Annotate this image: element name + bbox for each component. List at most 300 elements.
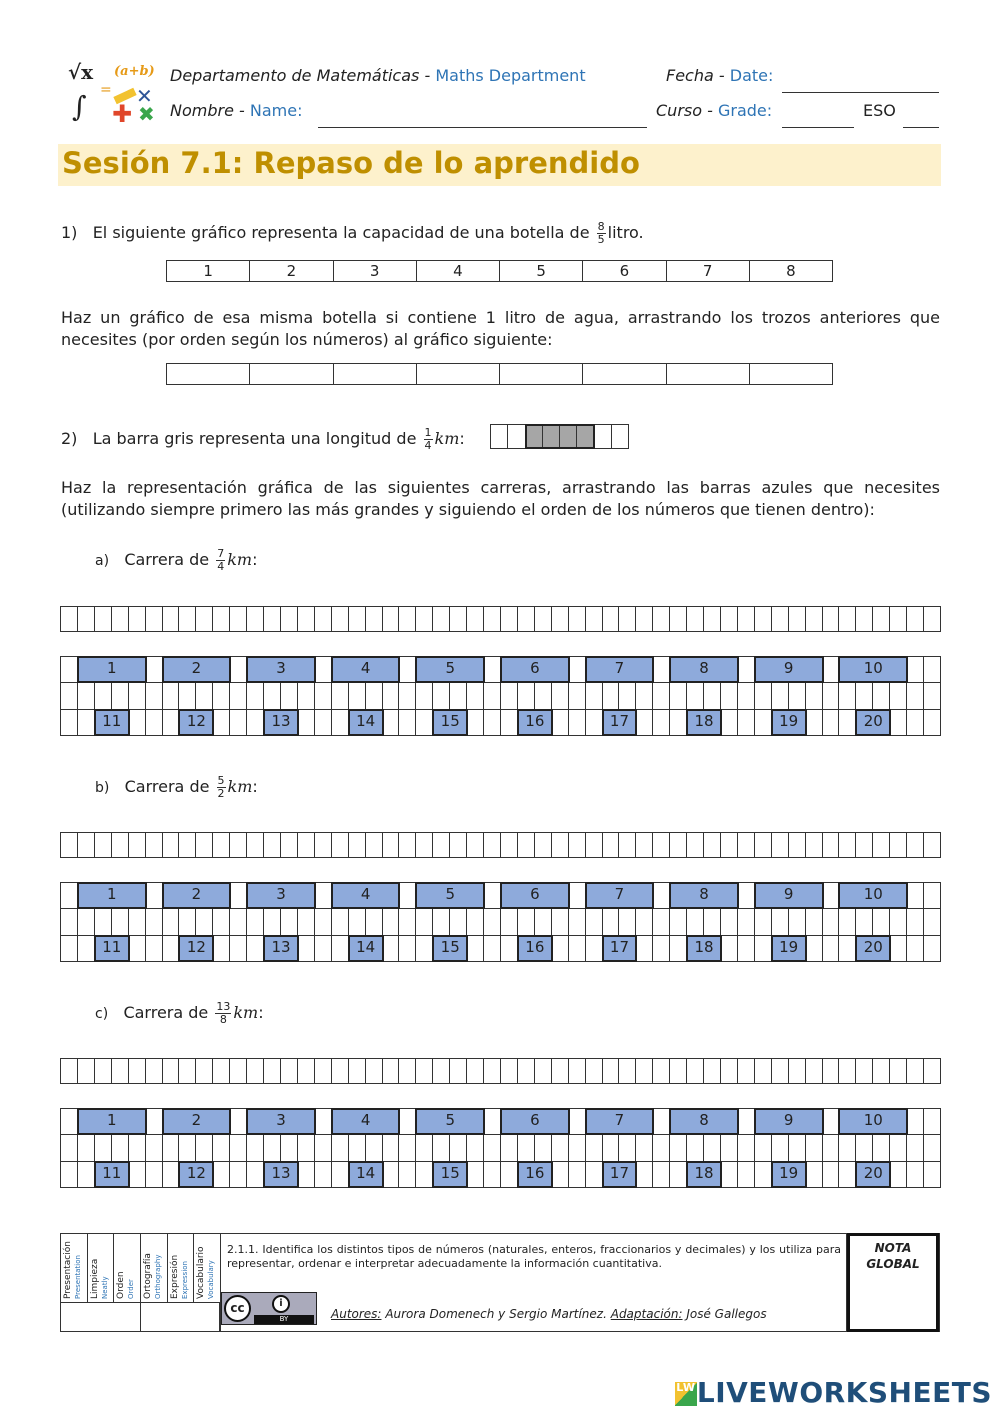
- grid-cell[interactable]: [703, 1058, 721, 1084]
- grid-cell[interactable]: [94, 1058, 112, 1084]
- grid-cell[interactable]: [77, 1058, 95, 1084]
- blue-bar-19[interactable]: 19: [771, 935, 807, 962]
- grid-cell[interactable]: [585, 1058, 603, 1084]
- grid-cell[interactable]: [331, 832, 349, 858]
- grid-cell[interactable]: [788, 606, 806, 632]
- grid-cell[interactable]: [889, 606, 907, 632]
- blue-bar-7[interactable]: 7: [585, 656, 655, 683]
- grid-cell: [382, 1134, 400, 1161]
- grid-cell: [128, 935, 146, 962]
- blue-bar-8[interactable]: 8: [669, 656, 739, 683]
- grid-cell[interactable]: [195, 1058, 213, 1084]
- grid-cell[interactable]: [77, 832, 95, 858]
- grid-cell: [720, 709, 738, 736]
- grid-cell: [602, 1134, 620, 1161]
- grid-cell[interactable]: [466, 832, 484, 858]
- bottle-drop-slot[interactable]: [666, 364, 749, 385]
- grid-cell: [382, 682, 400, 709]
- blue-bar-19[interactable]: 19: [771, 709, 807, 736]
- grid-cell[interactable]: [551, 1058, 569, 1084]
- bottle-piece[interactable]: 4: [416, 261, 499, 282]
- bottle-drop-slot[interactable]: [167, 364, 250, 385]
- blue-bar-18[interactable]: 18: [686, 709, 722, 736]
- grid-cell[interactable]: [669, 606, 687, 632]
- blue-bar-6[interactable]: 6: [500, 656, 570, 683]
- grid-cell[interactable]: [872, 832, 890, 858]
- grid-cell[interactable]: [60, 606, 78, 632]
- grid-cell[interactable]: [432, 832, 450, 858]
- blue-bar-6[interactable]: 6: [500, 882, 570, 909]
- grid-cell[interactable]: [111, 606, 129, 632]
- blue-bar-16[interactable]: 16: [517, 935, 553, 962]
- blue-bar-17[interactable]: 17: [602, 935, 638, 962]
- grid-cell: [906, 882, 924, 909]
- grid-cell: [923, 656, 941, 683]
- blue-bar-11[interactable]: 11: [94, 1161, 130, 1188]
- grid-cell[interactable]: [178, 832, 196, 858]
- grid-cell[interactable]: [195, 832, 213, 858]
- blue-bar-11[interactable]: 11: [94, 709, 130, 736]
- blue-bar-2[interactable]: 2: [162, 656, 232, 683]
- grid-cell[interactable]: [754, 1058, 772, 1084]
- grid-cell[interactable]: [128, 1058, 146, 1084]
- grid-cell[interactable]: [551, 606, 569, 632]
- race-b-answer-row[interactable]: [60, 832, 940, 857]
- grid-cell[interactable]: [686, 606, 704, 632]
- grid-cell[interactable]: [145, 606, 163, 632]
- grid-cell[interactable]: [669, 832, 687, 858]
- bottle-drop-slot[interactable]: [500, 364, 583, 385]
- race-c-label: c) Carrera de $\frac{13}{8}$ km:: [95, 1000, 264, 1026]
- bottle-drop-slot[interactable]: [749, 364, 832, 385]
- grid-cell[interactable]: [822, 606, 840, 632]
- grid-cell: [145, 656, 163, 683]
- grid-cell[interactable]: [415, 606, 433, 632]
- grid-cell[interactable]: [466, 606, 484, 632]
- grid-cell[interactable]: [365, 832, 383, 858]
- grid-cell: [280, 1134, 298, 1161]
- grid-cell: [212, 682, 230, 709]
- grid-cell[interactable]: [483, 1058, 501, 1084]
- race-c-answer-row[interactable]: [60, 1058, 940, 1083]
- blue-bar-12[interactable]: 12: [178, 935, 214, 962]
- grid-cell: [178, 908, 196, 935]
- blue-bar-9[interactable]: 9: [754, 1108, 824, 1135]
- grid-cell[interactable]: [568, 832, 586, 858]
- blue-bar-4[interactable]: 4: [331, 656, 401, 683]
- grid-cell[interactable]: [720, 1058, 738, 1084]
- blue-bar-13[interactable]: 13: [263, 709, 299, 736]
- blue-bar-20[interactable]: 20: [855, 935, 891, 962]
- grid-cell[interactable]: [872, 606, 890, 632]
- blue-bar-4[interactable]: 4: [331, 1108, 401, 1135]
- grid-cell: [466, 908, 484, 935]
- grid-cell: [568, 1161, 586, 1188]
- grid-cell: [635, 908, 653, 935]
- blue-bar-15[interactable]: 15: [432, 935, 468, 962]
- blue-bar-9[interactable]: 9: [754, 882, 824, 909]
- grid-cell[interactable]: [280, 832, 298, 858]
- grid-cell[interactable]: [838, 1058, 856, 1084]
- date-field[interactable]: [782, 92, 939, 93]
- grid-cell: [720, 935, 738, 962]
- grid-cell[interactable]: [720, 832, 738, 858]
- grid-cell[interactable]: [382, 832, 400, 858]
- grid-cell: [229, 1134, 247, 1161]
- grid-cell[interactable]: [297, 1058, 315, 1084]
- blue-bar-8[interactable]: 8: [669, 882, 739, 909]
- grid-cell[interactable]: [568, 1058, 586, 1084]
- grid-cell[interactable]: [602, 832, 620, 858]
- blue-bar-17[interactable]: 17: [602, 1161, 638, 1188]
- grid-cell[interactable]: [94, 606, 112, 632]
- blue-bar-3[interactable]: 3: [246, 656, 316, 683]
- grid-cell[interactable]: [314, 1058, 332, 1084]
- blue-bar-4[interactable]: 4: [331, 882, 401, 909]
- grid-cell: [788, 908, 806, 935]
- grid-cell[interactable]: [517, 1058, 535, 1084]
- q1-fraction: $\frac{8}{5}$: [597, 220, 605, 246]
- grid-cell[interactable]: [500, 832, 518, 858]
- bottle-piece[interactable]: 8: [749, 261, 832, 282]
- grid-cell[interactable]: [382, 1058, 400, 1084]
- blue-bar-11[interactable]: 11: [94, 935, 130, 962]
- grid-cell[interactable]: [280, 1058, 298, 1084]
- grid-cell: [432, 682, 450, 709]
- blue-bar-10[interactable]: 10: [838, 882, 908, 909]
- grid-cell[interactable]: [212, 606, 230, 632]
- grid-cell[interactable]: [703, 606, 721, 632]
- grid-cell[interactable]: [178, 1058, 196, 1084]
- grid-cell[interactable]: [263, 832, 281, 858]
- nota-global-box[interactable]: [847, 1233, 939, 1332]
- grid-cell[interactable]: [145, 1058, 163, 1084]
- blue-bar-17[interactable]: 17: [602, 709, 638, 736]
- grid-cell[interactable]: [737, 832, 755, 858]
- grid-cell[interactable]: [923, 606, 941, 632]
- grade-field[interactable]: [782, 127, 854, 128]
- grid-cell[interactable]: [906, 606, 924, 632]
- blue-bar-20[interactable]: 20: [855, 709, 891, 736]
- grid-cell[interactable]: [534, 606, 552, 632]
- bottle-piece[interactable]: 7: [666, 261, 749, 282]
- grid-cell[interactable]: [398, 1058, 416, 1084]
- q1-statement: 1) El siguiente gráfico representa la capacidad de una botella de $\frac{8}{5}$ litro.: [61, 220, 644, 246]
- grid-cell[interactable]: [229, 606, 247, 632]
- page-title: Sesión 7.1: Repaso de lo aprendido: [62, 146, 640, 180]
- blue-bar-14[interactable]: 14: [348, 709, 384, 736]
- grid-cell: [60, 935, 78, 962]
- bottle-piece[interactable]: 6: [583, 261, 666, 282]
- blue-bar-5[interactable]: 5: [415, 656, 485, 683]
- grid-cell[interactable]: [331, 606, 349, 632]
- blue-bar-6[interactable]: 6: [500, 1108, 570, 1135]
- grid-cell[interactable]: [652, 832, 670, 858]
- grid-cell[interactable]: [297, 606, 315, 632]
- grid-cell[interactable]: [432, 1058, 450, 1084]
- grid-cell[interactable]: [246, 1058, 264, 1084]
- grid-cell: [314, 882, 332, 909]
- grid-cell: [466, 1134, 484, 1161]
- cc-license-badge: [221, 1292, 317, 1325]
- grid-cell[interactable]: [128, 832, 146, 858]
- grid-cell: [466, 1161, 484, 1188]
- grid-cell[interactable]: [618, 606, 636, 632]
- grid-cell[interactable]: [500, 1058, 518, 1084]
- grid-cell[interactable]: [805, 1058, 823, 1084]
- blue-bar-8[interactable]: 8: [669, 1108, 739, 1135]
- blue-bar-19[interactable]: 19: [771, 1161, 807, 1188]
- grid-cell: [398, 656, 416, 683]
- bottle-piece[interactable]: 5: [500, 261, 583, 282]
- grid-cell[interactable]: [822, 1058, 840, 1084]
- grid-cell[interactable]: [398, 606, 416, 632]
- grid-cell[interactable]: [771, 832, 789, 858]
- blue-bar-9[interactable]: 9: [754, 656, 824, 683]
- grid-cell: [60, 1108, 78, 1135]
- grid-cell[interactable]: [212, 832, 230, 858]
- bottle-drop-slot[interactable]: [416, 364, 499, 385]
- grid-cell[interactable]: [585, 832, 603, 858]
- blue-bar-1[interactable]: 1: [77, 656, 147, 683]
- by-person-icon: i: [272, 1295, 290, 1313]
- rubric-table: [60, 1233, 940, 1332]
- grid-cell[interactable]: [872, 1058, 890, 1084]
- blue-bar-12[interactable]: 12: [178, 1161, 214, 1188]
- blue-bar-2[interactable]: 2: [162, 1108, 232, 1135]
- grid-cell[interactable]: [229, 1058, 247, 1084]
- blue-bar-5[interactable]: 5: [415, 1108, 485, 1135]
- grid-cell[interactable]: [145, 832, 163, 858]
- grid-cell[interactable]: [771, 606, 789, 632]
- grid-cell[interactable]: [855, 832, 873, 858]
- blue-bar-14[interactable]: 14: [348, 935, 384, 962]
- bottle-drop-slot[interactable]: [333, 364, 416, 385]
- name-field[interactable]: [318, 127, 647, 128]
- grid-cell: [365, 682, 383, 709]
- grid-cell[interactable]: [822, 832, 840, 858]
- grid-cell[interactable]: [635, 832, 653, 858]
- grid-cell[interactable]: [635, 606, 653, 632]
- bottle-piece[interactable]: 2: [250, 261, 333, 282]
- grid-cell[interactable]: [195, 606, 213, 632]
- grid-cell[interactable]: [314, 832, 332, 858]
- grid-cell[interactable]: [652, 606, 670, 632]
- grid-cell[interactable]: [365, 1058, 383, 1084]
- grid-cell[interactable]: [534, 832, 552, 858]
- grid-cell: [449, 1134, 467, 1161]
- grid-cell[interactable]: [889, 832, 907, 858]
- grid-cell[interactable]: [602, 606, 620, 632]
- grid-cell: [195, 908, 213, 935]
- grid-cell[interactable]: [483, 606, 501, 632]
- grid-cell[interactable]: [466, 1058, 484, 1084]
- blue-bar-16[interactable]: 16: [517, 1161, 553, 1188]
- grid-cell[interactable]: [737, 606, 755, 632]
- grid-cell[interactable]: [923, 832, 941, 858]
- bottle-drop-slot[interactable]: [583, 364, 666, 385]
- grid-cell[interactable]: [111, 832, 129, 858]
- grid-cell[interactable]: [635, 1058, 653, 1084]
- bottle-piece[interactable]: 1: [167, 261, 250, 282]
- grid-cell[interactable]: [906, 832, 924, 858]
- grid-cell: [838, 1161, 856, 1188]
- grid-cell[interactable]: [568, 606, 586, 632]
- blue-bar-10[interactable]: 10: [838, 656, 908, 683]
- grid-cell[interactable]: [60, 1058, 78, 1084]
- grid-cell[interactable]: [348, 606, 366, 632]
- grid-cell[interactable]: [263, 1058, 281, 1084]
- grid-cell[interactable]: [398, 832, 416, 858]
- bottle-drop-slot[interactable]: [250, 364, 333, 385]
- grid-cell[interactable]: [517, 832, 535, 858]
- grid-cell[interactable]: [788, 832, 806, 858]
- equals-symbol: =: [100, 82, 112, 98]
- grid-cell[interactable]: [449, 606, 467, 632]
- blue-bar-2[interactable]: 2: [162, 882, 232, 909]
- grid-cell: [635, 709, 653, 736]
- grid-cell[interactable]: [652, 1058, 670, 1084]
- grid-cell[interactable]: [517, 606, 535, 632]
- grid-cell: [500, 935, 518, 962]
- lw-mark-icon: LW: [675, 1382, 697, 1406]
- grid-cell: [652, 882, 670, 909]
- blue-bar-15[interactable]: 15: [432, 709, 468, 736]
- grid-cell[interactable]: [229, 832, 247, 858]
- grid-cell[interactable]: [297, 832, 315, 858]
- grid-cell[interactable]: [365, 606, 383, 632]
- bottle-target[interactable]: [166, 363, 833, 385]
- grid-cell[interactable]: [246, 606, 264, 632]
- grid-cell[interactable]: [618, 1058, 636, 1084]
- grid-cell[interactable]: [889, 1058, 907, 1084]
- grid-cell[interactable]: [483, 832, 501, 858]
- grid-cell[interactable]: [449, 832, 467, 858]
- grid-cell: [297, 1134, 315, 1161]
- grid-cell: [805, 908, 823, 935]
- grid-cell[interactable]: [754, 606, 772, 632]
- grid-cell[interactable]: [178, 606, 196, 632]
- grid-cell: [314, 656, 332, 683]
- blue-bar-14[interactable]: 14: [348, 1161, 384, 1188]
- grid-cell[interactable]: [720, 606, 738, 632]
- grid-cell[interactable]: [771, 1058, 789, 1084]
- grid-cell[interactable]: [754, 832, 772, 858]
- grid-cell[interactable]: [162, 606, 180, 632]
- blue-bar-13[interactable]: 13: [263, 935, 299, 962]
- grid-cell[interactable]: [686, 1058, 704, 1084]
- blue-bar-7[interactable]: 7: [585, 882, 655, 909]
- blue-bar-16[interactable]: 16: [517, 709, 553, 736]
- group-field[interactable]: [903, 127, 939, 128]
- blue-bar-15[interactable]: 15: [432, 1161, 468, 1188]
- grid-cell[interactable]: [838, 606, 856, 632]
- grid-cell[interactable]: [805, 832, 823, 858]
- blue-bar-13[interactable]: 13: [263, 1161, 299, 1188]
- grid-cell[interactable]: [618, 832, 636, 858]
- grid-cell[interactable]: [838, 832, 856, 858]
- grid-cell[interactable]: [686, 832, 704, 858]
- grid-cell[interactable]: [162, 1058, 180, 1084]
- grid-cell: [669, 1134, 687, 1161]
- grid-cell[interactable]: [246, 832, 264, 858]
- grid-cell: [822, 935, 840, 962]
- grid-cell[interactable]: [703, 832, 721, 858]
- grid-cell[interactable]: [585, 606, 603, 632]
- grid-cell[interactable]: [551, 832, 569, 858]
- blue-bar-5[interactable]: 5: [415, 882, 485, 909]
- blue-bar-7[interactable]: 7: [585, 1108, 655, 1135]
- grid-cell[interactable]: [94, 832, 112, 858]
- grid-cell: [432, 908, 450, 935]
- grid-cell[interactable]: [212, 1058, 230, 1084]
- grid-cell[interactable]: [111, 1058, 129, 1084]
- grid-cell[interactable]: [788, 1058, 806, 1084]
- grid-cell[interactable]: [415, 832, 433, 858]
- grid-cell[interactable]: [415, 1058, 433, 1084]
- grid-cell[interactable]: [331, 1058, 349, 1084]
- grid-cell[interactable]: [314, 606, 332, 632]
- blue-bar-3[interactable]: 3: [246, 882, 316, 909]
- grid-cell[interactable]: [500, 606, 518, 632]
- grid-cell: [618, 908, 636, 935]
- blue-bar-1[interactable]: 1: [77, 882, 147, 909]
- blue-bar-18[interactable]: 18: [686, 935, 722, 962]
- grid-cell: [602, 908, 620, 935]
- grid-cell[interactable]: [128, 606, 146, 632]
- grid-cell[interactable]: [449, 1058, 467, 1084]
- grid-cell[interactable]: [805, 606, 823, 632]
- grid-cell[interactable]: [534, 1058, 552, 1084]
- grid-cell: [805, 1161, 823, 1188]
- grid-cell[interactable]: [162, 832, 180, 858]
- grid-cell: [822, 682, 840, 709]
- grid-cell[interactable]: [602, 1058, 620, 1084]
- grid-cell[interactable]: [348, 1058, 366, 1084]
- blue-bar-18[interactable]: 18: [686, 1161, 722, 1188]
- bottle-piece[interactable]: 3: [333, 261, 416, 282]
- grid-cell[interactable]: [382, 606, 400, 632]
- grid-cell[interactable]: [60, 832, 78, 858]
- grid-cell: [838, 908, 856, 935]
- grid-cell: [483, 1108, 501, 1135]
- grid-cell[interactable]: [263, 606, 281, 632]
- grid-cell[interactable]: [280, 606, 298, 632]
- grid-cell: [415, 709, 433, 736]
- blue-bar-12[interactable]: 12: [178, 709, 214, 736]
- grid-cell: [923, 935, 941, 962]
- grid-cell[interactable]: [737, 1058, 755, 1084]
- grid-cell: [568, 1134, 586, 1161]
- grid-cell: [280, 908, 298, 935]
- grid-cell: [60, 882, 78, 909]
- q2-instruction: Haz la representación gráfica de las siguientes carreras, arrastrando las barras azules que necesites (utilizando siempre primero las más grandes y siguiendo el orden de los números que tienen dentro):: [61, 478, 940, 519]
- blue-bar-20[interactable]: 20: [855, 1161, 891, 1188]
- grid-cell[interactable]: [432, 606, 450, 632]
- grid-cell[interactable]: [669, 1058, 687, 1084]
- grid-cell[interactable]: [77, 606, 95, 632]
- grid-cell[interactable]: [855, 1058, 873, 1084]
- race-a-answer-row[interactable]: [60, 606, 940, 631]
- grid-cell[interactable]: [348, 832, 366, 858]
- blue-bar-1[interactable]: 1: [77, 1108, 147, 1135]
- grid-cell[interactable]: [906, 1058, 924, 1084]
- grid-cell[interactable]: [855, 606, 873, 632]
- blue-bar-10[interactable]: 10: [838, 1108, 908, 1135]
- unit-bar-cell: [490, 424, 508, 449]
- grid-cell[interactable]: [923, 1058, 941, 1084]
- blue-bar-3[interactable]: 3: [246, 1108, 316, 1135]
